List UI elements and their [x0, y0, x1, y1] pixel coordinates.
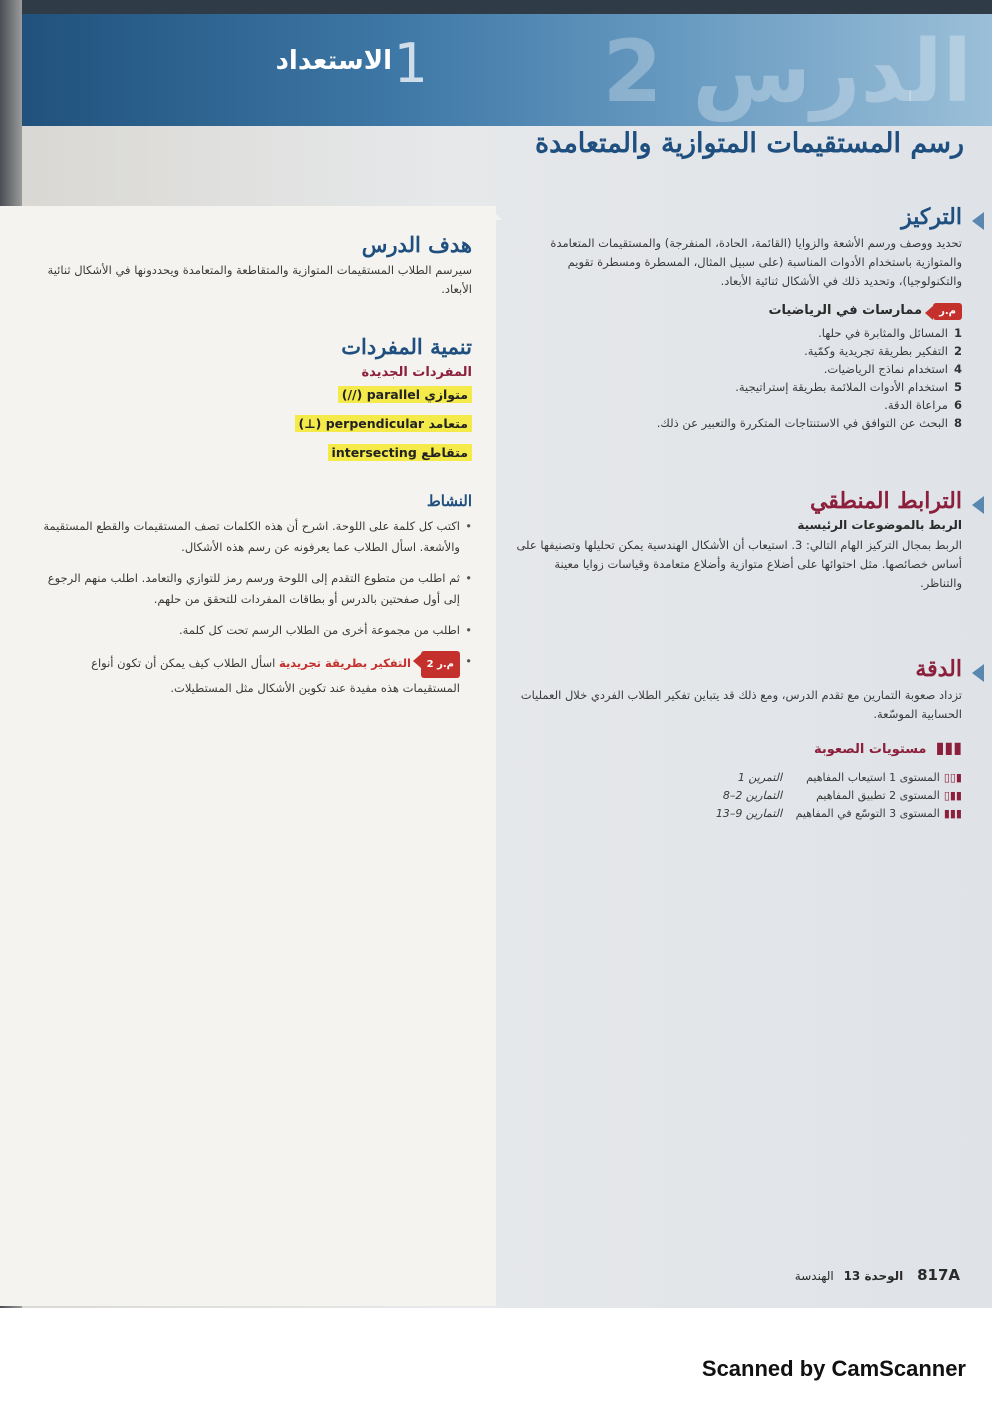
- vocab-item-parallel: متوازي parallel (//): [40, 384, 472, 403]
- vocab-item-perpendicular: متعامد perpendicular (⊥): [40, 413, 472, 432]
- level-bars-icon: ▮▮▯: [943, 789, 962, 802]
- practices-list: [510, 324, 962, 432]
- lesson-title: رسم المستقيمات المتوازية والمتعامدة: [535, 128, 964, 159]
- table-row: ▮▮▮المستوى 3 التوسّع في المفاهيم التمارين 9–13: [715, 807, 962, 820]
- difficulty-title: مستويات الصعوبة: [813, 742, 927, 757]
- practice-badge-icon: م.ر 2: [421, 651, 460, 678]
- activity-heading: النشاط: [426, 492, 472, 510]
- list-item: • ثم اطلب من متطوع التقدم إلى اللوحة ورسم رمز للتوازي والتعامد. اطلب منهم الرجوع إلى أول صفحتين بالدرس أو بطاقات المفردات للتحقق من حلهم.: [40, 568, 472, 610]
- left-panel-fold: [488, 206, 502, 220]
- table-row: ▮▮▯المستوى 2 تطبيق المفاهيم التمارين 2–8: [722, 789, 962, 802]
- focus-body: تحديد ووصف ورسم الأشعة والزوايا (القائمة، الحادة، المنفرجة) والمستقيمات المتعامدة والمتوازية باستخدام الأدوات المناسبة (على سبيل المثال، المسطرة ومسطرة تقويم والتكنولوجيا)، وتحديد ذلك في الأشكال ثنائية الأبعاد.: [550, 236, 962, 288]
- practices-badge-icon: م.ر: [933, 303, 962, 320]
- table-row: ▮▯▯المستوى 1 استيعاب المفاهيم التمرين 1: [737, 771, 962, 784]
- activity-section: [40, 492, 472, 709]
- rigor-heading: الدقة: [915, 656, 962, 682]
- new-words-title: المفردات الجديدة: [361, 365, 472, 380]
- page-number: 817A: [917, 1266, 960, 1284]
- practices-title: ممارسات في الرياضيات: [768, 303, 923, 318]
- lesson-label: الدرس 2: [602, 22, 972, 122]
- list-item: 8البحث عن التوافق في الاستنتاجات المتكررة والتعبير عن ذلك.: [656, 416, 962, 430]
- prep-number: 1: [393, 32, 428, 95]
- unit-label: الوحدة 13: [843, 1269, 904, 1283]
- scanner-watermark: Scanned by CamScanner: [701, 1356, 966, 1381]
- list-item: 1المسائل والمثابرة في حلها.: [818, 326, 962, 340]
- rigor-body: تزداد صعوبة التمارين مع تقدم الدرس، ومع ذلك قد يتباين تفكير الطلاب الفردي خلال العمليات الحسابية الموسّعة.: [520, 688, 962, 721]
- focus-heading: التركيز: [901, 204, 962, 230]
- focus-section: [510, 204, 962, 432]
- vocabulary-heading: تنمية المفردات: [341, 334, 472, 359]
- list-item: 5استخدام الأدوات الملائمة بطريقة إستراتيجية.: [735, 380, 962, 394]
- objective-heading: هدف الدرس: [361, 232, 472, 257]
- list-item-practice: • م.ر 2 التفكير بطريقة تجريدية اسأل الطلاب كيف يمكن أن تكون أنواع المستقيمات هذه مفيدة عند تكوين الأشكال مثل المستطيلات.: [40, 651, 472, 699]
- level-bars-icon: ▮▮▮: [943, 807, 962, 820]
- list-item: • اكتب كل كلمة على اللوحة. اشرح أن هذه الكلمات تصف المستقيمات والقطع المستقيمة والأشعة. اسأل الطلاب عما يعرفونه عن رسم هذه الأشكال.: [40, 516, 472, 558]
- coherence-heading: الترابط المنطقي: [809, 488, 962, 514]
- prep-section-label: [250, 34, 440, 96]
- list-item: 6مراعاة الدقة.: [884, 398, 962, 412]
- rigor-section: [510, 656, 962, 823]
- coherence-subheading: الربط بالموضوعات الرئيسية: [797, 518, 962, 532]
- difficulty-header: [510, 738, 962, 757]
- prep-title: الاستعداد: [275, 46, 392, 76]
- activity-list: [40, 516, 472, 699]
- unit-title: الهندسة: [794, 1269, 834, 1283]
- difficulty-bars-icon: ▮▮▮: [935, 738, 962, 757]
- page-footer: [795, 1266, 960, 1284]
- vocabulary-section: [40, 334, 472, 465]
- list-item: • اطلب من مجموعة أخرى من الطلاب الرسم تحت كل كلمة.: [40, 620, 472, 641]
- list-item: 2التفكير بطريقة تجريدية وكمّية.: [804, 344, 962, 358]
- list-item: 4استخدام نماذج الرياضيات.: [823, 362, 962, 376]
- section-marker-icon: [972, 496, 984, 514]
- objective-body: سيرسم الطلاب المستقيمات المتوازية والمتقاطعة والمتعامدة ويحددونها في الأشكال ثنائية الأبعاد.: [47, 263, 472, 296]
- practices-header: [510, 299, 962, 320]
- objective-section: [40, 232, 472, 299]
- coherence-section: [510, 488, 962, 593]
- level-bars-icon: ▮▯▯: [943, 771, 962, 784]
- coherence-body: الربط بمجال التركيز الهام التالي: 3. استيعاب أن الأشكال الهندسية يمكن تحليلها وتصنيفها على أساس خصائصها. مثل احتوائها على أضلاع متوازية وأضلاع متعامدة وقياسات زوايا معينة والتناظر.: [516, 538, 962, 590]
- vocab-item-intersecting: متقاطع intersecting: [40, 442, 472, 461]
- section-marker-icon: [972, 212, 984, 230]
- difficulty-table: [510, 769, 962, 823]
- section-marker-icon: [972, 664, 984, 682]
